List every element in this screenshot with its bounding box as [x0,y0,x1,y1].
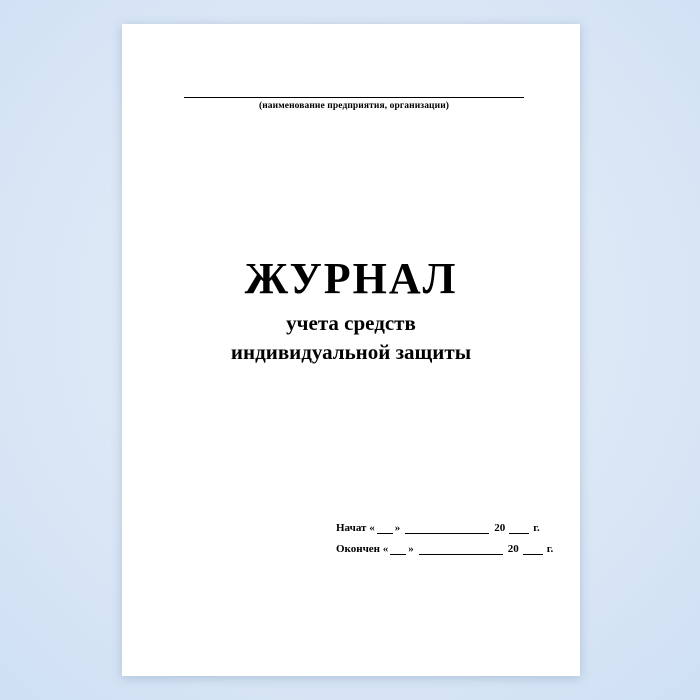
page-title: ЖУРНАЛ [244,254,458,303]
started-year-slot [509,523,529,534]
document-page [122,24,580,676]
finished-date-row [336,543,556,555]
title-subline-1: учета средств [286,311,416,336]
started-date-row [336,522,556,534]
title-subline-2: индивидуальной защиты [230,340,472,365]
finished-year-slot [523,544,543,555]
organization-name-caption: (наименование предприятия, организации) [258,101,450,111]
finished-year-prefix: 20 [507,543,519,555]
finished-day-slot [390,544,406,555]
finished-month-slot [419,544,503,555]
finished-year-suffix: г. [546,543,554,555]
started-label: Начат « [336,522,375,534]
started-month-slot [405,523,489,534]
finished-label: Окончен « [336,543,389,555]
started-year-prefix: 20 [494,522,506,534]
started-day-slot [377,523,393,534]
finished-quote-close: » [408,543,414,555]
organization-name-rule [184,96,524,98]
document-title-block [122,256,580,365]
dates-block [336,522,556,564]
started-quote-close: » [394,522,401,534]
started-year-suffix: г. [533,522,540,534]
organization-name-field [184,96,524,111]
